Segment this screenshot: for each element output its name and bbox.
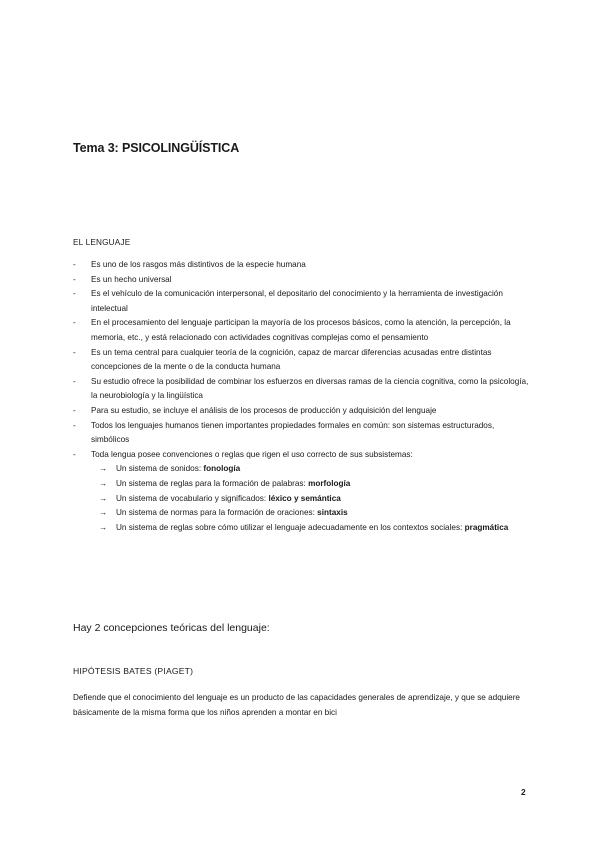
dash-marker: - bbox=[73, 260, 76, 269]
list-item bbox=[73, 375, 533, 404]
subsystem-item bbox=[99, 462, 533, 477]
list-item bbox=[73, 287, 533, 316]
dash-marker: - bbox=[73, 449, 76, 459]
bullet-text: En el procesamiento del lenguaje participan la mayoría de los procesos básicos, como la atención, la percepción, la memoria, etc., y está relacionado con actividades cognitivas complejas como el pensamiento bbox=[91, 318, 511, 342]
arrow-right-icon: → bbox=[99, 522, 108, 532]
dash-marker: - bbox=[73, 420, 76, 430]
subsystem-term: morfología bbox=[308, 478, 351, 488]
arrow-right-icon: → bbox=[99, 493, 108, 503]
list-item bbox=[73, 273, 533, 288]
conceptions-heading: Hay 2 concepciones teóricas del lenguaje: bbox=[73, 622, 270, 634]
paragraph: Defiende que el conocimiento del lenguaje es un producto de las capacidades generales de aprendizaje, y que se adquiere básicamente de la misma forma que los niños aprenden a montar en bici bbox=[73, 693, 520, 717]
list-item bbox=[73, 316, 533, 345]
section-heading-el-lenguaje: EL LENGUAJE bbox=[73, 238, 131, 247]
subsystem-text: Un sistema de reglas para la formación de palabras: bbox=[116, 478, 309, 488]
arrow-right-icon: → bbox=[99, 464, 108, 474]
subsystem-term: fonología bbox=[203, 464, 241, 474]
bullet-text: Es un tema central para cualquier teoría de la cognición, capaz de marcar diferencias acusadas entre distintas concepciones de la mente o de la conducta humana bbox=[91, 347, 492, 372]
arrow-right-icon: → bbox=[99, 478, 108, 488]
page-title: Tema 3: PSICOLINGÜÍSTICA bbox=[73, 141, 240, 155]
bullet-text: Es el vehículo de la comunicación interpersonal, el depositario del conocimiento y la herramienta de investigación intelectual bbox=[91, 289, 503, 313]
dash-marker: - bbox=[73, 347, 76, 357]
bullet-text: Toda lengua posee convenciones o reglas que rigen el uso correcto de sus subsistemas: bbox=[91, 449, 413, 459]
section-heading-hipotesis-bates: HIPÓTESIS BATES (PIAGET) bbox=[73, 666, 194, 676]
subsystem-item bbox=[99, 506, 533, 521]
dash-marker: - bbox=[73, 405, 76, 415]
bullet-text: Todos los lenguajes humanos tienen importantes propiedades formales en común: son sistemas estructurados, simbólicos bbox=[91, 420, 495, 445]
dash-marker: - bbox=[73, 376, 76, 386]
subsystem-term: léxico y semántica bbox=[268, 493, 341, 503]
list-item bbox=[73, 448, 533, 536]
subsystem-text: Un sistema de sonidos: bbox=[116, 464, 204, 474]
subsystem-term: pragmática bbox=[464, 522, 509, 532]
subsystem-item bbox=[99, 477, 533, 492]
subsystem-list bbox=[91, 462, 533, 535]
list-item bbox=[73, 419, 533, 448]
subsystem-item bbox=[99, 492, 533, 507]
bullet-text: Su estudio ofrece la posibilidad de combinar los esfuerzos en diversas ramas de la ciencia cognitiva, como la psicología, la neurobiología y la lingüística bbox=[91, 376, 529, 401]
dash-marker: - bbox=[73, 274, 76, 284]
list-item bbox=[73, 404, 533, 419]
dash-marker: - bbox=[73, 289, 76, 299]
bullet-text: Es un hecho universal bbox=[91, 274, 172, 284]
arrow-right-icon: → bbox=[99, 508, 108, 518]
list-item bbox=[73, 346, 533, 375]
subsystem-term: sintaxis bbox=[317, 508, 348, 518]
subsystem-text: Un sistema de normas para la formación de oraciones: bbox=[116, 508, 318, 518]
subsystem-item bbox=[99, 521, 533, 536]
subsystem-text: Un sistema de reglas sobre cómo utilizar el lenguaje adecuadamente en los contextos sociales: bbox=[116, 522, 465, 532]
list-item bbox=[73, 258, 533, 273]
bullet-text: Para su estudio, se incluye el análisis de los procesos de producción y adquisición del lenguaje bbox=[91, 405, 437, 415]
subsystem-text: Un sistema de vocabulario y significados: bbox=[116, 493, 269, 503]
bullet-text: Es uno de los rasgos más distintivos de la especie humana bbox=[91, 260, 306, 269]
bullet-list bbox=[73, 258, 533, 535]
dash-marker: - bbox=[73, 318, 76, 328]
page-number: 2 bbox=[521, 787, 526, 797]
